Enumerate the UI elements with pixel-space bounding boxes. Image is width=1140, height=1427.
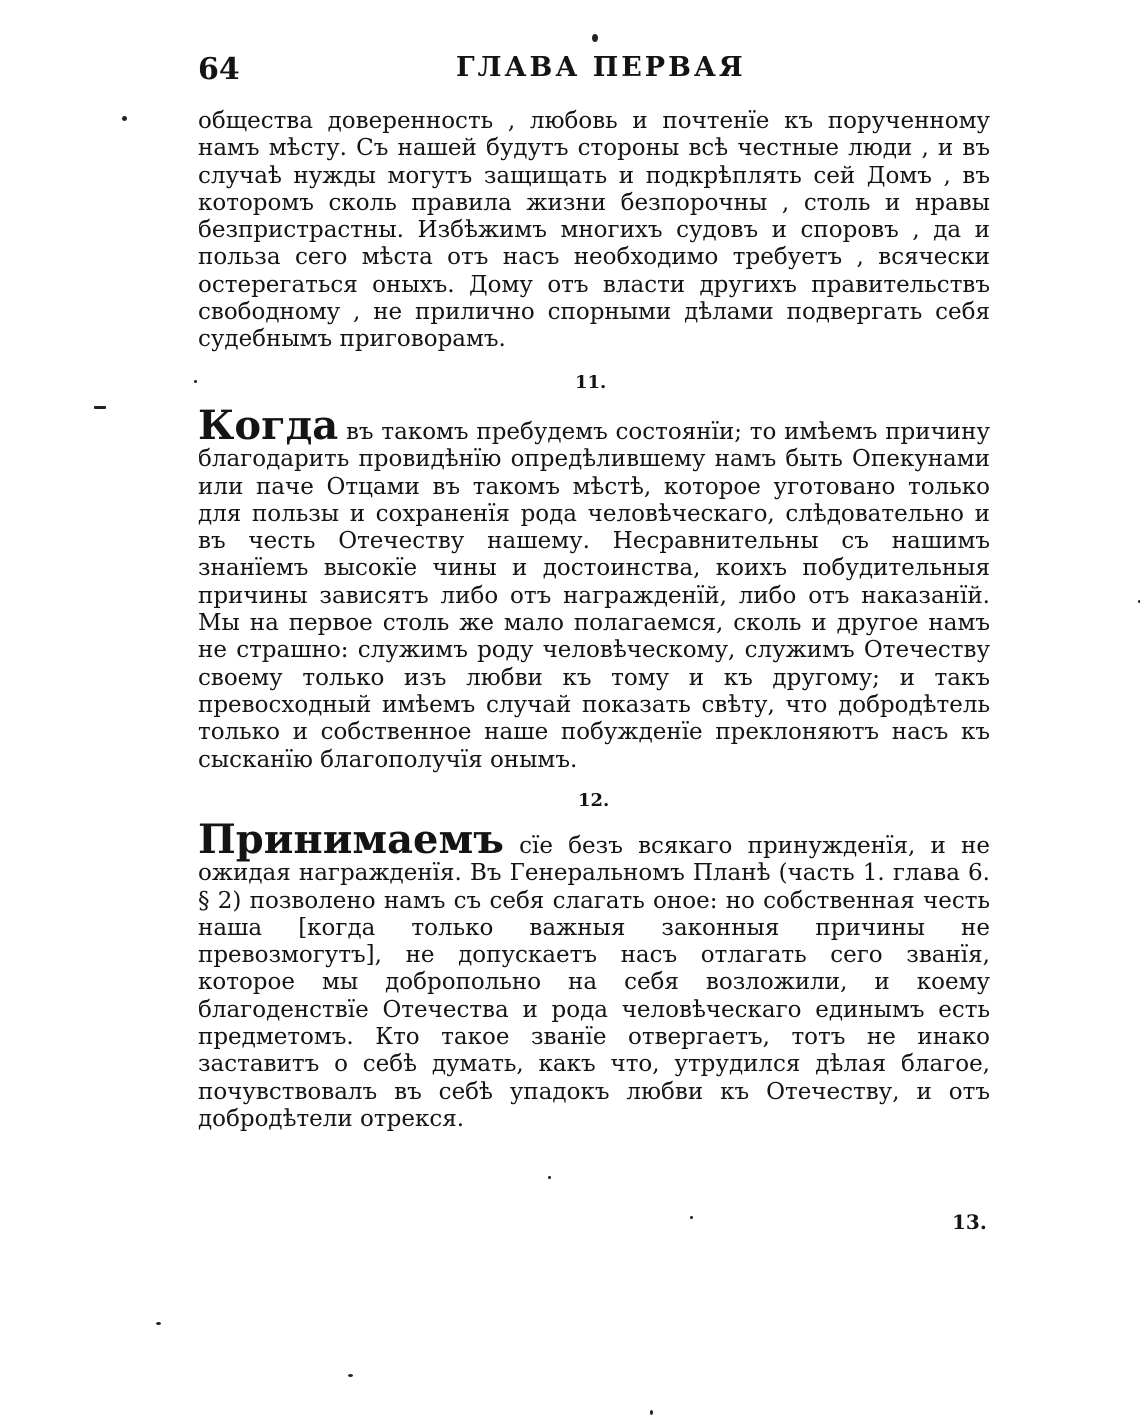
section-11-paragraph xyxy=(198,402,990,774)
section-12-dropcap: Принимаемъ xyxy=(198,816,504,863)
chapter-title: ГЛАВА ПЕРВАЯ xyxy=(456,52,746,83)
section-number-12: 12. xyxy=(578,790,610,811)
scan-speck xyxy=(194,380,197,383)
catchword: 13. xyxy=(952,1210,987,1234)
page-number: 64 xyxy=(198,52,240,87)
scan-speck xyxy=(348,1374,353,1377)
paragraph-text: общества доверенность , любовь и почтенїе къ порученному намъ мѣсту. Съ нашей будутъ стороны всѣ честные люди , и въ случаѣ нужды могутъ защищать и подкрѣплять сей Домъ , въ которомъ сколь правила жизни безпорочны , столь и нравы безпристрастны. Избѣжимъ многихъ судовъ и споровъ , да и польза сего мѣста отъ насъ необходимо требуетъ , всячески остерегаться оныхъ. Дому отъ власти другихъ правительствъ свободному , не прилично спорными дѣлами подвергать себя судебнымъ приговорамъ. xyxy=(198,108,990,353)
running-header xyxy=(198,52,998,92)
section-number-11: 11. xyxy=(575,372,607,393)
paragraph-continuation xyxy=(198,108,990,354)
section-11-dropcap: Когда xyxy=(198,402,339,449)
section-12-paragraph xyxy=(198,816,991,1133)
scan-speck xyxy=(592,34,598,42)
scan-speck xyxy=(122,116,127,121)
scan-speck xyxy=(650,1410,653,1415)
scan-speck xyxy=(94,406,106,409)
section-12-text: сїе безъ всякаго принужденїя, и не ожидая награжденїя. Въ Генеральномъ Планѣ (часть 1. глава 6. § 2) позволено намъ съ себя слагать оное: но собственная честь наша [когда только важныя законныя причины не превозмогутъ], не допускаетъ насъ отлагать сего званїя, которое мы добропольно на себя возложили, и коему благоденствїе Отечества и рода человѣческаго единымъ есть предметомъ. Кто такое званїе отвергаетъ, тотъ не инако заставитъ о себѣ думать, какъ что, утрудился дѣлая благое, почувствовалъ въ себѣ упадокъ любви къ Отечеству, и отъ добродѣтели отрекся. xyxy=(198,833,991,1132)
scan-speck xyxy=(548,1176,551,1179)
section-11-text: въ такомъ пребудемъ состоянїи; то имѣемъ причину благодарить провидѣнїю опредѣлившему намъ быть Опекунами или паче Отцами въ такомъ мѣстѣ, которое уготовано только для пользы и сохраненїя рода человѣческаго, слѣдовательно и въ честь Отечеству нашему. Несравнительны съ нашимъ знанїемъ высокїе чины и достоинства, коихъ побудительныя причины зависятъ либо отъ награжденїй, либо отъ наказанїй. Мы на первое столь же мало полагаемся, сколь и другое намъ не страшно: служимъ роду человѣческому, служимъ Отечеству своему только изъ любви къ тому и къ другому; и такъ превосходный имѣемъ случай показать свѣту, что добродѣтель только и собственное наше побужденїе преклоняютъ насъ къ сысканїю благополучїя онымъ. xyxy=(198,419,990,773)
scan-speck xyxy=(156,1322,161,1325)
scan-speck xyxy=(690,1216,693,1219)
